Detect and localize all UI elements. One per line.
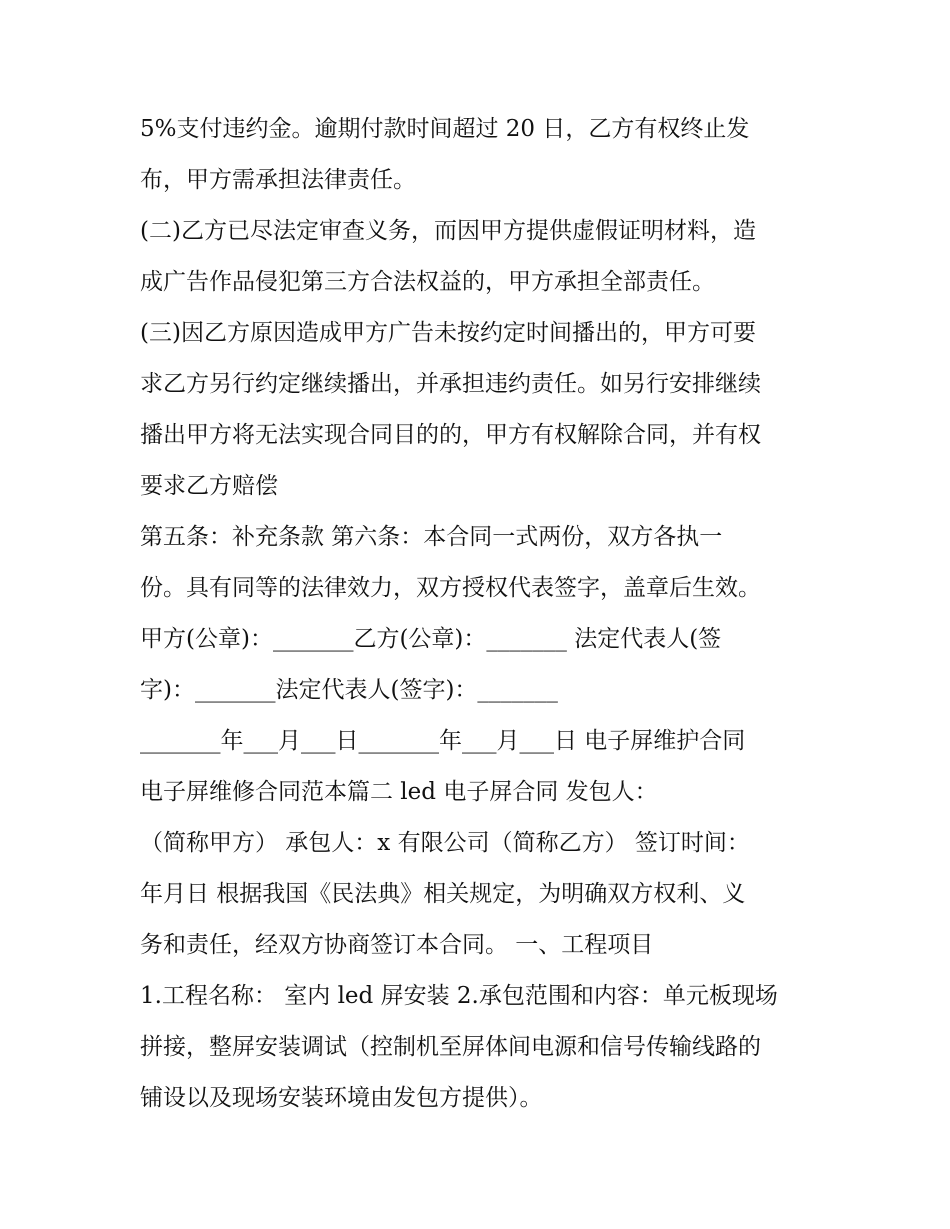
signature-line: 甲方(公章)：_______乙方(公章)：_______ 法定代表人(签 bbox=[140, 626, 722, 652]
text-line: 务和责任，经双方协商签订本合同。 一、工程项目 bbox=[140, 932, 654, 958]
text-line: 要求乙方赔偿 bbox=[140, 473, 278, 499]
contract-body-text bbox=[140, 104, 830, 1124]
text-line: 电子屏维修合同范本篇二 led 电子屏合同 发包人： bbox=[140, 779, 658, 805]
text-line: 成广告作品侵犯第三方合法权益的，甲方承担全部责任。 bbox=[140, 269, 715, 295]
text-line: (二)乙方已尽法定审查义务，而因甲方提供虚假证明材料，造 bbox=[140, 218, 756, 244]
text-line: 1.工程名称： 室内 led 屏安装 2.承包范围和内容：单元板现场 bbox=[140, 983, 778, 1009]
text-line: 5%支付违约金。逾期付款时间超过 20 日，乙方有权终止发 bbox=[140, 116, 750, 142]
text-line: 布，甲方需承担法律责任。 bbox=[140, 167, 416, 193]
text-line: 求乙方另行约定继续播出，并承担违约责任。如另行安排继续 bbox=[140, 371, 761, 397]
text-line: 铺设以及现场安装环境由发包方提供）。 bbox=[140, 1085, 543, 1111]
text-line: 播出甲方将无法实现合同目的的，甲方有权解除合同，并有权 bbox=[140, 422, 761, 448]
text-line: 第五条：补充条款 第六条：本合同一式两份，双方各执一 bbox=[140, 524, 723, 550]
text-line: (三)因乙方原因造成甲方广告未按约定时间播出的，甲方可要 bbox=[140, 320, 756, 346]
text-line: （简称甲方） 承包人：x 有限公司（简称乙方） 签订时间： bbox=[140, 830, 750, 856]
text-line: 年月日 根据我国《民法典》相关规定，为明确双方权利、义 bbox=[140, 881, 746, 907]
text-line: 份。具有同等的法律效力，双方授权代表签字，盖章后生效。 bbox=[140, 575, 761, 601]
signature-line: 字)：_______法定代表人(签字)：_______ bbox=[140, 677, 558, 703]
date-line: _______年___月___日_______年___月___日 电子屏维护合同 bbox=[140, 728, 746, 754]
text-line: 拼接，整屏安装调试（控制机至屏体间电源和信号传输线路的 bbox=[140, 1034, 761, 1060]
